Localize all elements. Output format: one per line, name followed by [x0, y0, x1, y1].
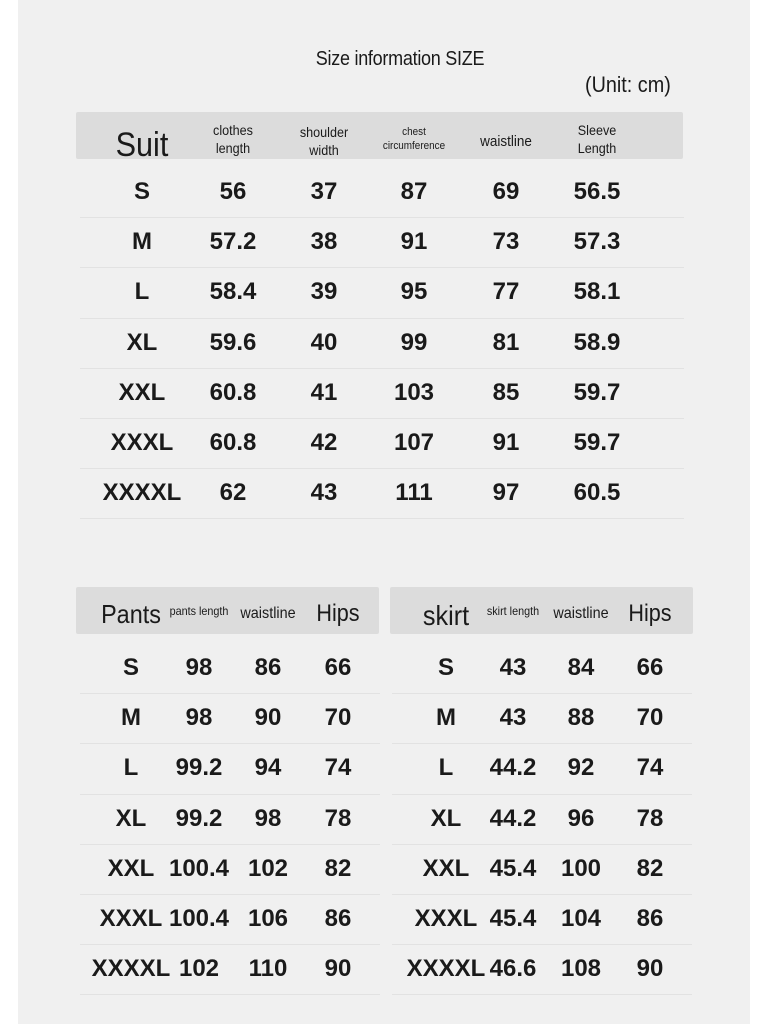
suit-cell: 60.8 [209, 429, 257, 456]
suit-cell: XXXXL [102, 479, 182, 507]
suit-cell: 57.3 [573, 228, 621, 256]
suit-cell: 111 [395, 479, 433, 507]
suit-cell: 58.9 [573, 328, 621, 356]
suit-cell: 43 [310, 479, 338, 507]
suit-cell: 40 [310, 328, 338, 356]
skirt-cell: 66 [636, 654, 664, 681]
pants-cell: 86 [254, 654, 282, 681]
skirt-header-hips: Hips [628, 600, 672, 627]
suit-cell: 42 [310, 429, 338, 456]
skirt-cell: 44.2 [489, 754, 537, 782]
pants-cell: 100.4 [168, 905, 230, 932]
pants-cell: M [121, 704, 141, 732]
skirt-cell: 90 [636, 955, 664, 983]
suit-cell: L [134, 278, 150, 306]
skirt-cell: L [438, 754, 454, 782]
suit-header-line: chest [402, 126, 426, 138]
suit-cell: XL [126, 328, 158, 356]
skirt-cell: 46.6 [489, 955, 537, 983]
suit-cell: 103 [393, 378, 435, 406]
pants-row-divider [80, 894, 380, 895]
suit-header-line: circumference [382, 139, 446, 152]
skirt-header-skirt-length: skirt length [486, 604, 540, 618]
skirt-cell: 84 [567, 654, 595, 681]
skirt-cell: XL [430, 804, 462, 832]
suit-cell: 59.7 [573, 378, 621, 406]
pants-cell: S [122, 654, 139, 681]
pants-cell: 90 [254, 704, 282, 732]
skirt-cell: XXXL [414, 905, 478, 932]
suit-cell: 95 [400, 278, 428, 306]
suit-cell: 77 [492, 278, 520, 306]
skirt-cell: 43 [499, 654, 527, 681]
skirt-row-divider [392, 693, 692, 694]
skirt-cell: 92 [567, 754, 595, 782]
pants-cell: 74 [324, 754, 352, 782]
suit-header-waistline: waistline [480, 133, 532, 150]
suit-cell: M [132, 228, 152, 256]
suit-cell: XXL [118, 378, 166, 406]
pants-row-divider [80, 844, 380, 845]
suit-cell: 97 [492, 479, 520, 507]
suit-cell: 91 [492, 429, 520, 456]
suit-cell: 85 [492, 378, 520, 406]
skirt-row-divider [392, 844, 692, 845]
suit-cell: 91 [400, 228, 428, 256]
pants-row-divider [80, 794, 380, 795]
skirt-cell: 70 [636, 704, 664, 732]
suit-header-line: Length [577, 139, 617, 156]
suit-header-sleeve-length [561, 122, 633, 157]
suit-cell: 57.2 [209, 228, 257, 256]
skirt-cell: 44.2 [489, 804, 537, 832]
pants-cell: XXXXL [91, 955, 171, 983]
pants-cell: 82 [324, 854, 352, 882]
pants-cell: 102 [247, 854, 289, 882]
suit-cell: 69 [492, 178, 520, 205]
pants-row-divider [80, 994, 380, 995]
skirt-row-divider [392, 743, 692, 744]
skirt-cell: 86 [636, 905, 664, 932]
suit-cell: 58.4 [209, 278, 257, 306]
pants-cell: 98 [254, 804, 282, 832]
pants-header-pants-length: pants length [169, 604, 229, 618]
suit-cell: 107 [393, 429, 435, 456]
suit-header-shoulder-width [288, 124, 360, 159]
suit-header-line: Sleeve [577, 122, 617, 138]
skirt-cell: XXXXL [406, 955, 486, 983]
pants-header-pants: Pants [101, 599, 161, 629]
suit-cell: 38 [310, 228, 338, 256]
pants-cell: XL [115, 804, 147, 832]
pants-cell: 99.2 [175, 754, 223, 782]
skirt-row-divider [392, 944, 692, 945]
pants-cell: 90 [324, 955, 352, 983]
pants-cell: XXXL [99, 905, 163, 932]
suit-row-divider [80, 518, 684, 519]
skirt-cell: S [437, 654, 454, 681]
skirt-row-divider [392, 894, 692, 895]
pants-cell: 110 [248, 955, 288, 983]
skirt-cell: 45.4 [489, 905, 537, 932]
page-title: Size information SIZE [315, 48, 485, 70]
suit-cell: 87 [400, 178, 428, 205]
suit-row-divider [80, 217, 684, 218]
suit-cell: 59.6 [209, 328, 257, 356]
pants-cell: 100.4 [168, 854, 230, 882]
skirt-cell: XXL [422, 854, 470, 882]
pants-cell: 106 [247, 905, 289, 932]
pants-cell: 94 [254, 754, 282, 782]
pants-header-waistline: waistline [240, 605, 296, 622]
suit-cell: 99 [400, 328, 428, 356]
skirt-header-skirt: skirt [422, 600, 470, 631]
suit-cell: 60.8 [209, 378, 257, 406]
suit-row-divider [80, 468, 684, 469]
skirt-cell: 82 [636, 854, 664, 882]
pants-cell: 78 [324, 804, 352, 832]
pants-row-divider [80, 944, 380, 945]
skirt-cell: 108 [560, 955, 602, 983]
suit-header-chest-circumference [374, 126, 455, 154]
suit-cell: 41 [310, 378, 338, 406]
suit-header-suit: Suit [115, 126, 169, 164]
pants-cell: 99.2 [175, 804, 223, 832]
suit-cell: 39 [310, 278, 338, 306]
suit-cell: 81 [492, 328, 520, 356]
suit-row-divider [80, 318, 684, 319]
skirt-cell: 96 [567, 804, 595, 832]
pants-cell: 98 [185, 704, 213, 732]
pants-row-divider [80, 693, 380, 694]
suit-row-divider [80, 418, 684, 419]
skirt-cell: 104 [560, 905, 602, 932]
suit-row-divider [80, 267, 684, 268]
suit-header-line: clothes [213, 122, 253, 138]
suit-cell: S [133, 178, 150, 205]
suit-cell: XXXL [110, 429, 174, 456]
skirt-cell: M [436, 704, 456, 732]
skirt-cell: 74 [636, 754, 664, 782]
suit-header-line: length [215, 139, 251, 156]
skirt-row-divider [392, 794, 692, 795]
skirt-cell: 45.4 [489, 854, 537, 882]
pants-cell: 66 [324, 654, 352, 681]
suit-header-clothes-length [197, 122, 269, 157]
suit-cell: 37 [310, 178, 338, 205]
pants-cell: L [123, 754, 139, 782]
pants-cell: 102 [178, 955, 220, 983]
suit-cell: 60.5 [573, 479, 621, 507]
unit-label: (Unit: cm) [585, 72, 671, 97]
pants-cell: 70 [324, 704, 352, 732]
suit-cell: 73 [492, 228, 520, 256]
skirt-cell: 100 [560, 854, 602, 882]
suit-header-line: shoulder [299, 124, 349, 140]
suit-row-divider [80, 368, 684, 369]
skirt-header-waistline: waistline [553, 605, 609, 622]
pants-cell: XXL [107, 854, 155, 882]
suit-cell: 56 [219, 178, 247, 205]
skirt-row-divider [392, 994, 692, 995]
suit-cell: 59.7 [573, 429, 621, 456]
pants-cell: 86 [324, 905, 352, 932]
skirt-cell: 88 [567, 704, 595, 732]
skirt-cell: 78 [636, 804, 664, 832]
pants-header-hips: Hips [316, 600, 360, 627]
suit-header-line: width [309, 141, 339, 158]
skirt-cell: 43 [499, 704, 527, 732]
suit-cell: 62 [219, 479, 247, 507]
pants-row-divider [80, 743, 380, 744]
suit-cell: 56.5 [573, 178, 621, 205]
suit-cell: 58.1 [573, 278, 621, 306]
pants-cell: 98 [185, 654, 213, 681]
